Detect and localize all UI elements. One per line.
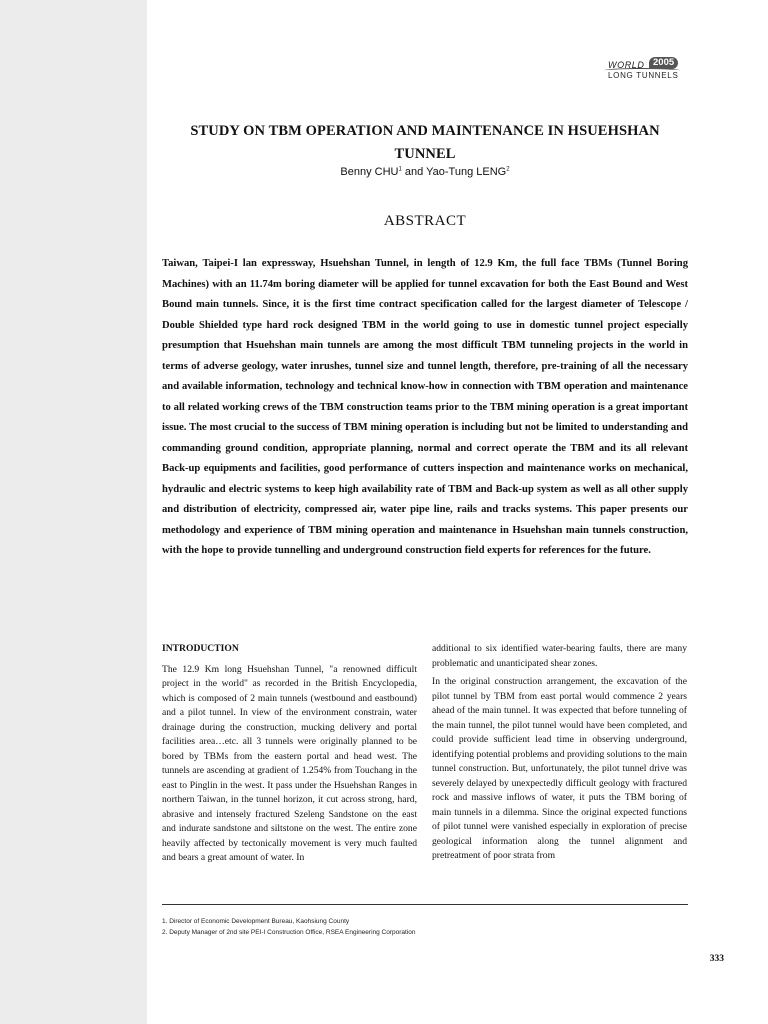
logo-world: WORLD — [608, 60, 645, 70]
abstract-body: Taiwan, Taipei-I lan expressway, Hsuehshan Tunnel, in length of 12.9 Km, the full face TBMs (Tunnel Boring Machines) with an 11.74m boring diameter will be applied for tunnel excavation for both the East Bound and West Bound main tunnels. Since, it is the first time contract specification called for the largest diameter of Telescope / Double Shielded type hard rock designed TBM in the world going to use in domestic tunnel project especially presumption that Hsuehshan main tunnels are among the most difficult TBM tunneling projects in the world in terms of adverse geology, water inrushes, tunnel size and tunnel length, therefore, pre-training of all the necessary and available information, technology and technical know-how in connection with TBM operation and maintenance to all related working crews of the TBM construction teams prior to the TBM mining operation is a great important issue. The most crucial to the success of TBM mining operation is including but not be limited to understanding and commanding ground condition, appropriate planning, normal and correct operate the TBM and its all relevant Back-up equipments and facilities, good performance of cutters inspection and maintenance works on mechanical, hydraulic and electric systems to keep high availability rate of TBM and Back-up system as well as all other supply and distribution of electricity, compressed air, water pipe line, rails and tracks systems. This paper presents our methodology and experience of TBM mining operation and maintenance in Hsuehshan main tunnels construction, with the hope to provide tunnelling and underground construction field experts for references for the future. — [162, 258, 688, 556]
intro-paragraph-2: additional to six identified water-bearing faults, there are many problematic and unanticipated shear zones. — [432, 643, 687, 669]
author-1-mark: 1 — [398, 166, 402, 173]
intro-left-column — [162, 642, 417, 870]
footnote-divider — [162, 904, 688, 905]
introduction-heading: INTRODUCTION — [162, 643, 239, 654]
intro-paragraph-1: The 12.9 Km long Hsuehshan Tunnel, "a renowned difficult project in the world" as recorded in the British Encyclopedia, which is composed of 2 main tunnels (westbound and eastbound) and a pilot tunnel. In view of the environment constrain, water drainage during the construction, mucking delivery and portal facilities area…etc. all 3 tunnels were originally planned to be bored by TBMs from the eastern portal and head west. The tunnels are ascending at gradient of 1.254% from Touchang in the east to Pinglin in the west. It pass under the Hsuehshan Ranges in northern Taiwan, in the tunnel horizon, it cut across strong, hard, abrasive and intensely fractured Szeleng Sandstone on the east and indurate sandstone and siltstone on the west. The entire zone heavily affected by tectonically movement is very much faulted and bears a great amount of water. In — [162, 663, 417, 863]
author-1: Benny CHU — [340, 166, 399, 178]
logo-year: 2005 — [649, 57, 678, 69]
author-2: Yao-Tung LENG — [426, 166, 507, 178]
authors-and: and — [401, 166, 427, 178]
world-long-tunnels-logo — [604, 57, 688, 85]
authors — [162, 166, 688, 178]
author-2-mark: 2 — [506, 166, 510, 173]
paper-title — [162, 120, 688, 166]
intro-right-column — [432, 642, 687, 868]
logo-long-tunnels: LONG TUNNELS — [608, 71, 679, 80]
footnote-1: 1. Director of Economic Development Bureau, Kaohsiung County — [162, 918, 350, 925]
intro-paragraph-3: In the original construction arrangement, the excavation of the pilot tunnel by TBM from east portal would commence 2 years ahead of the main tunnel. It was expected that before tunneling of the main tunnel, the pilot tunnel would have been completed, and could provide sufficient lead time in observing underground, identifying potential problems and providing solutions to the main tunnel construction. But, unfortunately, the pilot tunnel drive was severely delayed by unexpectedly difficult geology with fractured rock and massive inflows of water, it puts the TBM boring of main tunnels in a dilemma. Since the original expected functions of pilot tunnel were vanished especially in exploration of precise geological information along the tunnel alignment and pretreatment of poor strata from — [432, 676, 687, 861]
abstract-heading: ABSTRACT — [383, 213, 467, 229]
footnote-2: 2. Deputy Manager of 2nd site PEI-I Construction Office, RSEA Engineering Corporation — [162, 929, 416, 936]
page-number: 333 — [709, 954, 724, 964]
title-line-1: STUDY ON TBM OPERATION AND MAINTENANCE IN HSUEHSHAN — [190, 123, 660, 139]
title-line-2: TUNNEL — [394, 146, 456, 162]
